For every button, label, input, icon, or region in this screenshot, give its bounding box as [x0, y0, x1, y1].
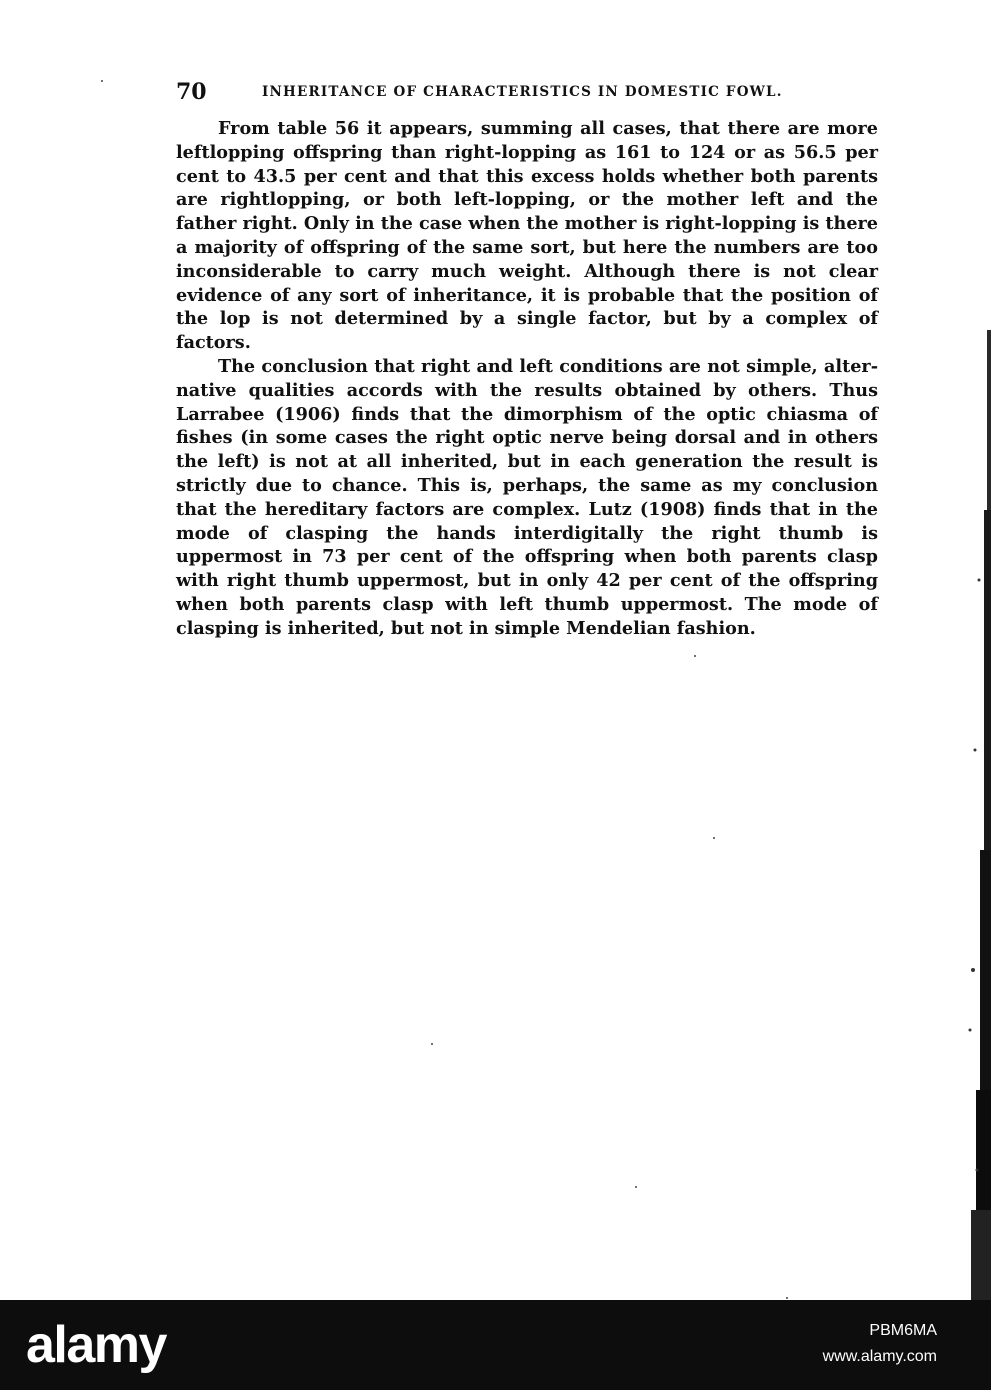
- paragraph-1: From table 56 it appears, summing all cases, that there are more leftlopping offspring than right-lopping as 161 to 124 or as 56.5 per cent to 43.5 per cent and that this excess holds whether both parents are rightlopping, or both left-lopping, or the mother left and the father right. Only in the case when the mother is right-lopping is there a majority of offspring of the same sort, but here the numbers are too inconsiderable to carry much weight. Although there is not clear evidence of any sort of inheritance, it is probable that the position of the lop is not determined by a single factor, but by a complex of factors.: [176, 118, 878, 354]
- scan-speck: [713, 837, 715, 839]
- page-header: [176, 80, 796, 104]
- paragraph-2: The conclusion that right and left conditions are not simple, alternative qualities accords with the results obtained by others. Thus Larrabee (1906) finds that the dimorphism of the optic chiasma of fishes (in some cases the right optic nerve being dorsal and in others the left) is not at all inherited, but in each generation the result is strictly due to chance. This is, perhaps, the same as my conclusion that the hereditary factors are complex. Lutz (1908) finds that in the mode of clasping the hands interdigitally the right thumb is uppermost in 73 per cent of the offspring when both parents clasp with right thumb uppermost, but in only 42 per cent of the offspring when both parents clasp with left thumb uppermost. The mode of clasping is inherited, but not in simple Mendelian fashion.: [176, 355, 878, 639]
- running-head: INHERITANCE OF CHARACTERISTICS IN DOMESTIC FOWL.: [262, 84, 783, 100]
- watermark-banner: [0, 1300, 991, 1390]
- page-number: 70: [176, 79, 207, 105]
- image-id: PBM6MA: [869, 1322, 937, 1339]
- scan-speck: [694, 655, 696, 657]
- scan-speck: [786, 1297, 788, 1299]
- scan-speck: [431, 1043, 433, 1045]
- scan-speck: [635, 1186, 637, 1188]
- body-text: [176, 117, 878, 641]
- alamy-logo: alamy: [26, 1316, 166, 1374]
- scan-speck: [101, 80, 103, 82]
- scan-edge-shadow: [967, 330, 991, 1300]
- site-url: www.alamy.com: [822, 1348, 937, 1365]
